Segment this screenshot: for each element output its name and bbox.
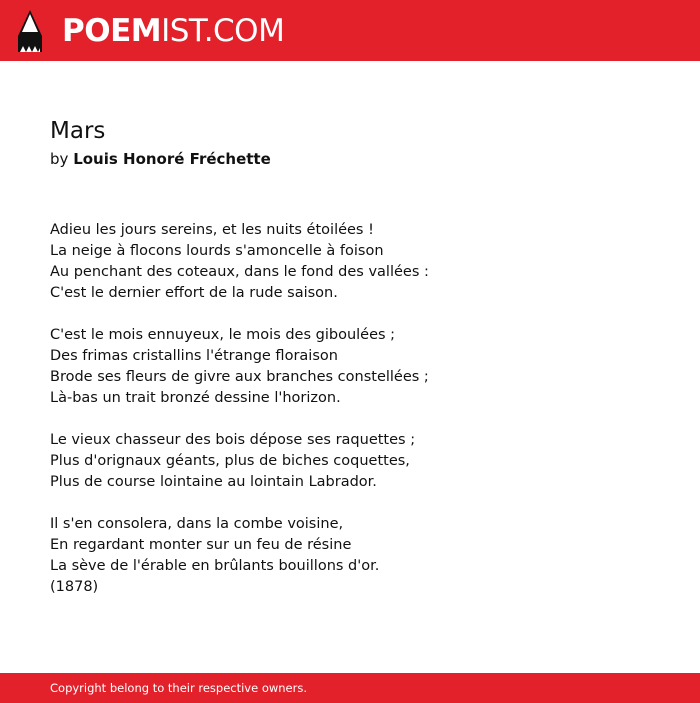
poem-line: Des frimas cristallins l'étrange floraison — [50, 348, 338, 364]
poem-line: (1878) — [50, 579, 99, 595]
poem-line: Au penchant des coteaux, dans le fond des vallées : — [50, 264, 429, 280]
poem-body — [50, 220, 670, 598]
by-prefix: by — [50, 150, 69, 168]
author-name: Louis Honoré Fréchette — [73, 150, 271, 168]
poem-line: Le vieux chasseur des bois dépose ses raquettes ; — [50, 432, 416, 448]
byline — [50, 148, 670, 170]
stanza — [50, 325, 670, 409]
pencil-icon[interactable] — [18, 10, 42, 52]
brand-light: IST.COM — [161, 13, 285, 49]
poem-line: Plus d'orignaux géants, plus de biches coquettes, — [50, 453, 410, 469]
poem-line: La sève de l'érable en brûlants bouillons d'or. — [50, 558, 380, 574]
site-footer — [0, 673, 700, 703]
poem-line: La neige à flocons lourds s'amoncelle à foison — [50, 243, 384, 259]
brand-bold: POEM — [62, 13, 162, 49]
poem-line: C'est le dernier effort de la rude saison. — [50, 285, 338, 301]
stanza — [50, 430, 670, 493]
poem-title: Mars — [50, 118, 106, 144]
stanza — [50, 514, 670, 598]
site-logo[interactable] — [62, 11, 284, 51]
poem-line: Adieu les jours sereins, et les nuits étoilées ! — [50, 222, 374, 238]
poem-line: En regardant monter sur un feu de résine — [50, 537, 352, 553]
poem-line: Brode ses fleurs de givre aux branches constellées ; — [50, 369, 429, 385]
site-header — [0, 0, 700, 61]
poem-content — [50, 114, 670, 598]
poem-line: Là-bas un trait bronzé dessine l'horizon. — [50, 390, 341, 406]
poem-line: Plus de course lointaine au lointain Labrador. — [50, 474, 377, 490]
copyright-text: Copyright belong to their respective owners. — [50, 681, 308, 695]
poem-line: C'est le mois ennuyeux, le mois des giboulées ; — [50, 327, 396, 343]
stanza — [50, 220, 670, 304]
poem-line: Il s'en consolera, dans la combe voisine, — [50, 516, 344, 532]
